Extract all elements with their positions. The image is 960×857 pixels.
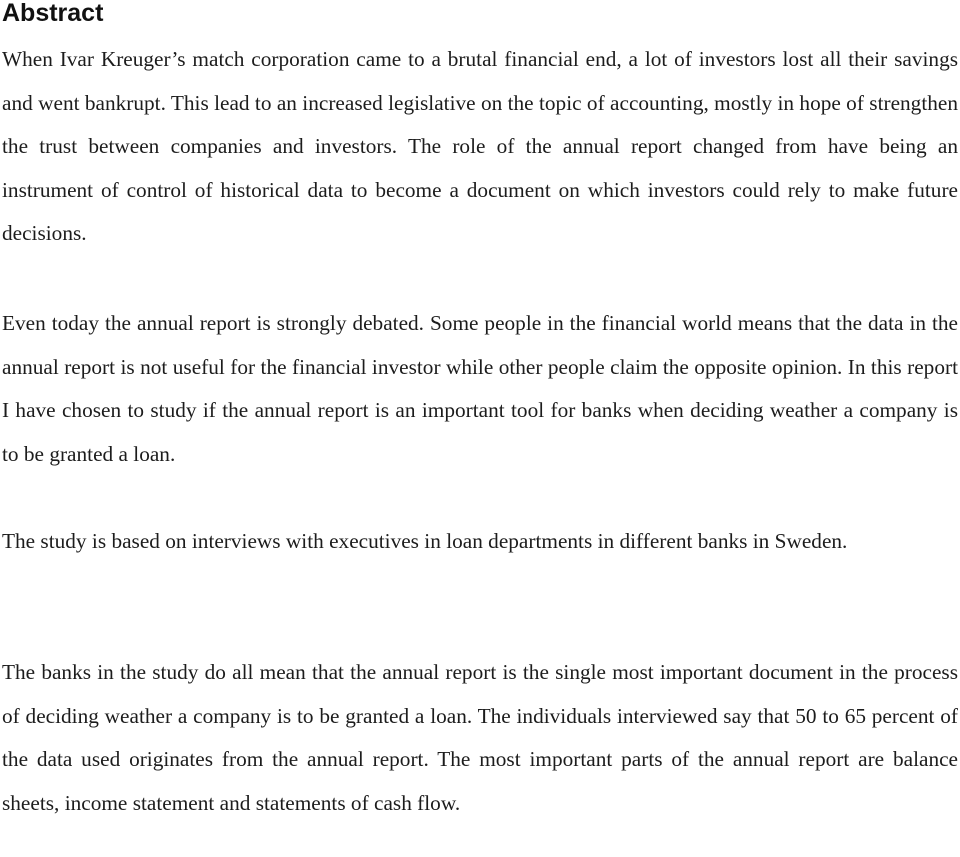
paragraph-3: The study is based on interviews with executives in loan departments in different banks in Sweden. xyxy=(2,529,848,553)
section-heading: Abstract xyxy=(2,0,104,27)
paragraph-4: The banks in the study do all mean that the annual report is the single most important document in the process of deciding weather a company is to be granted a loan. The individuals interviewed say that 50 to 65 percent of the data used originates from the annual report. The most important parts of the annual report are balance sheets, income statement and statements of cash flow. xyxy=(2,660,958,815)
paragraph-2: Even today the annual report is strongly debated. Some people in the financial world means that the data in the annual report is not useful for the financial investor while other people claim the opposite opinion. In this report I have chosen to study if the annual report is an important tool for banks when deciding weather a company is to be granted a loan. xyxy=(2,311,958,466)
paragraph-1: When Ivar Kreuger’s match corporation came to a brutal financial end, a lot of investors lost all their savings and went bankrupt. This lead to an increased legislative on the topic of accounting, mostly in hope of strengthen the trust between companies and investors. The role of the annual report changed from have being an instrument of control of historical data to become a document on which investors could rely to make future decisions. xyxy=(2,47,958,246)
